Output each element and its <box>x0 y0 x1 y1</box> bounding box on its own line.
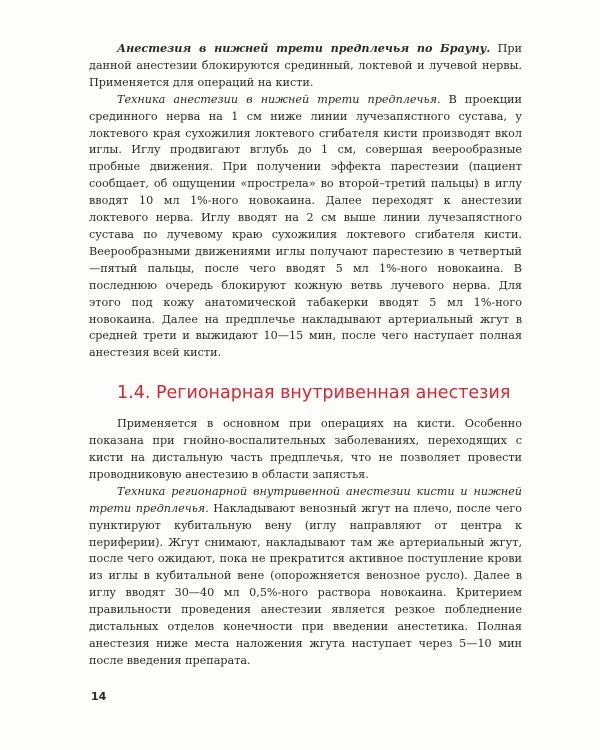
paragraph-regional-technique <box>89 484 522 670</box>
paragraph-regional-intro <box>89 416 522 484</box>
paragraph-text: Накладывают венозный жгут на плечо, после чего пунктируют кубитальную вену (иглу направляют от центра к периферии). Жгут снимают, накладывают там же артериальный жгут, после чего ожидают, пока не прекратится активное поступление крови из иглы в кубитальной вене (опорожняется венозное русло). Далее в иглу вводят 30—40 мл 0,5%-ного раствора новокаина. Критерием правильности проведения анестезии является резкое побледнение дистальных отделов конечности при введении анестетика. Полная анестезия ниже места наложения жгута наступает через 5—10 мин после введения препарата. <box>89 501 522 667</box>
paragraph-lead: Анестезия в нижней трети предплечья по Брауну. <box>117 41 491 55</box>
paragraph-text: В проекции срединного нерва на 1 см ниже линии лучезапястного сустава, у локтевого края сухожилия локтевого сгибателя кисти производят вкол иглы. Иглу продвигают вглубь до 1 см, совершая веерообразные пробные движения. При получении эффекта парестезии (пациент сообщает, об ощущении «прострела» во второй–третий пальцы) в иглу вводят 10 мл 1%-ного новокаина. Далее переходят к анестезии локтевого нерва. Иглу вводят на 2 см выше линии лучезапястного сустава по лучевому краю сухожилия локтевого сгибателя кисти. Веерообразными движениями иглы получают парестезию в четвертый—пятый пальцы, после чего вводят 5 мл 1%-ного новокаина. В последнюю очередь блокируют кожную ветвь лучевого нерва. Для этого под кожу анатомической табакерки вводят 5 мл 1%-ного новокаина. Далее на предплечье накладывают артериальный жгут в средней трети и выжидают 10—15 мин, после чего наступает полная анестезия всей кисти. <box>89 92 522 360</box>
page-number: 14 <box>91 690 107 703</box>
paragraph-lead: Техника регионарной внутривенной анестезии кисти и нижней трети предплечья. <box>89 484 522 515</box>
paragraph-braun-intro <box>89 40 522 92</box>
paragraph-forearm-technique <box>89 92 522 363</box>
section-heading: 1.4. Регионарная внутривенная анестезия <box>117 383 511 404</box>
paragraph-text: При данной анестезии блокируются срединный, локтевой и лучевой нервы. Применяется для операций на кисти. <box>89 42 522 89</box>
page-content <box>89 40 522 670</box>
paragraph-text: Применяется в основном при операциях на кисти. Особенно показана при гнойно-воспалительных заболеваниях, переходящих с кисти на дистальную часть предплечья, что не позволяет провести проводниковую анестезию в области запястья. <box>89 417 522 481</box>
paragraph-lead: Техника анестезии в нижней трети предплечья. <box>117 92 441 106</box>
